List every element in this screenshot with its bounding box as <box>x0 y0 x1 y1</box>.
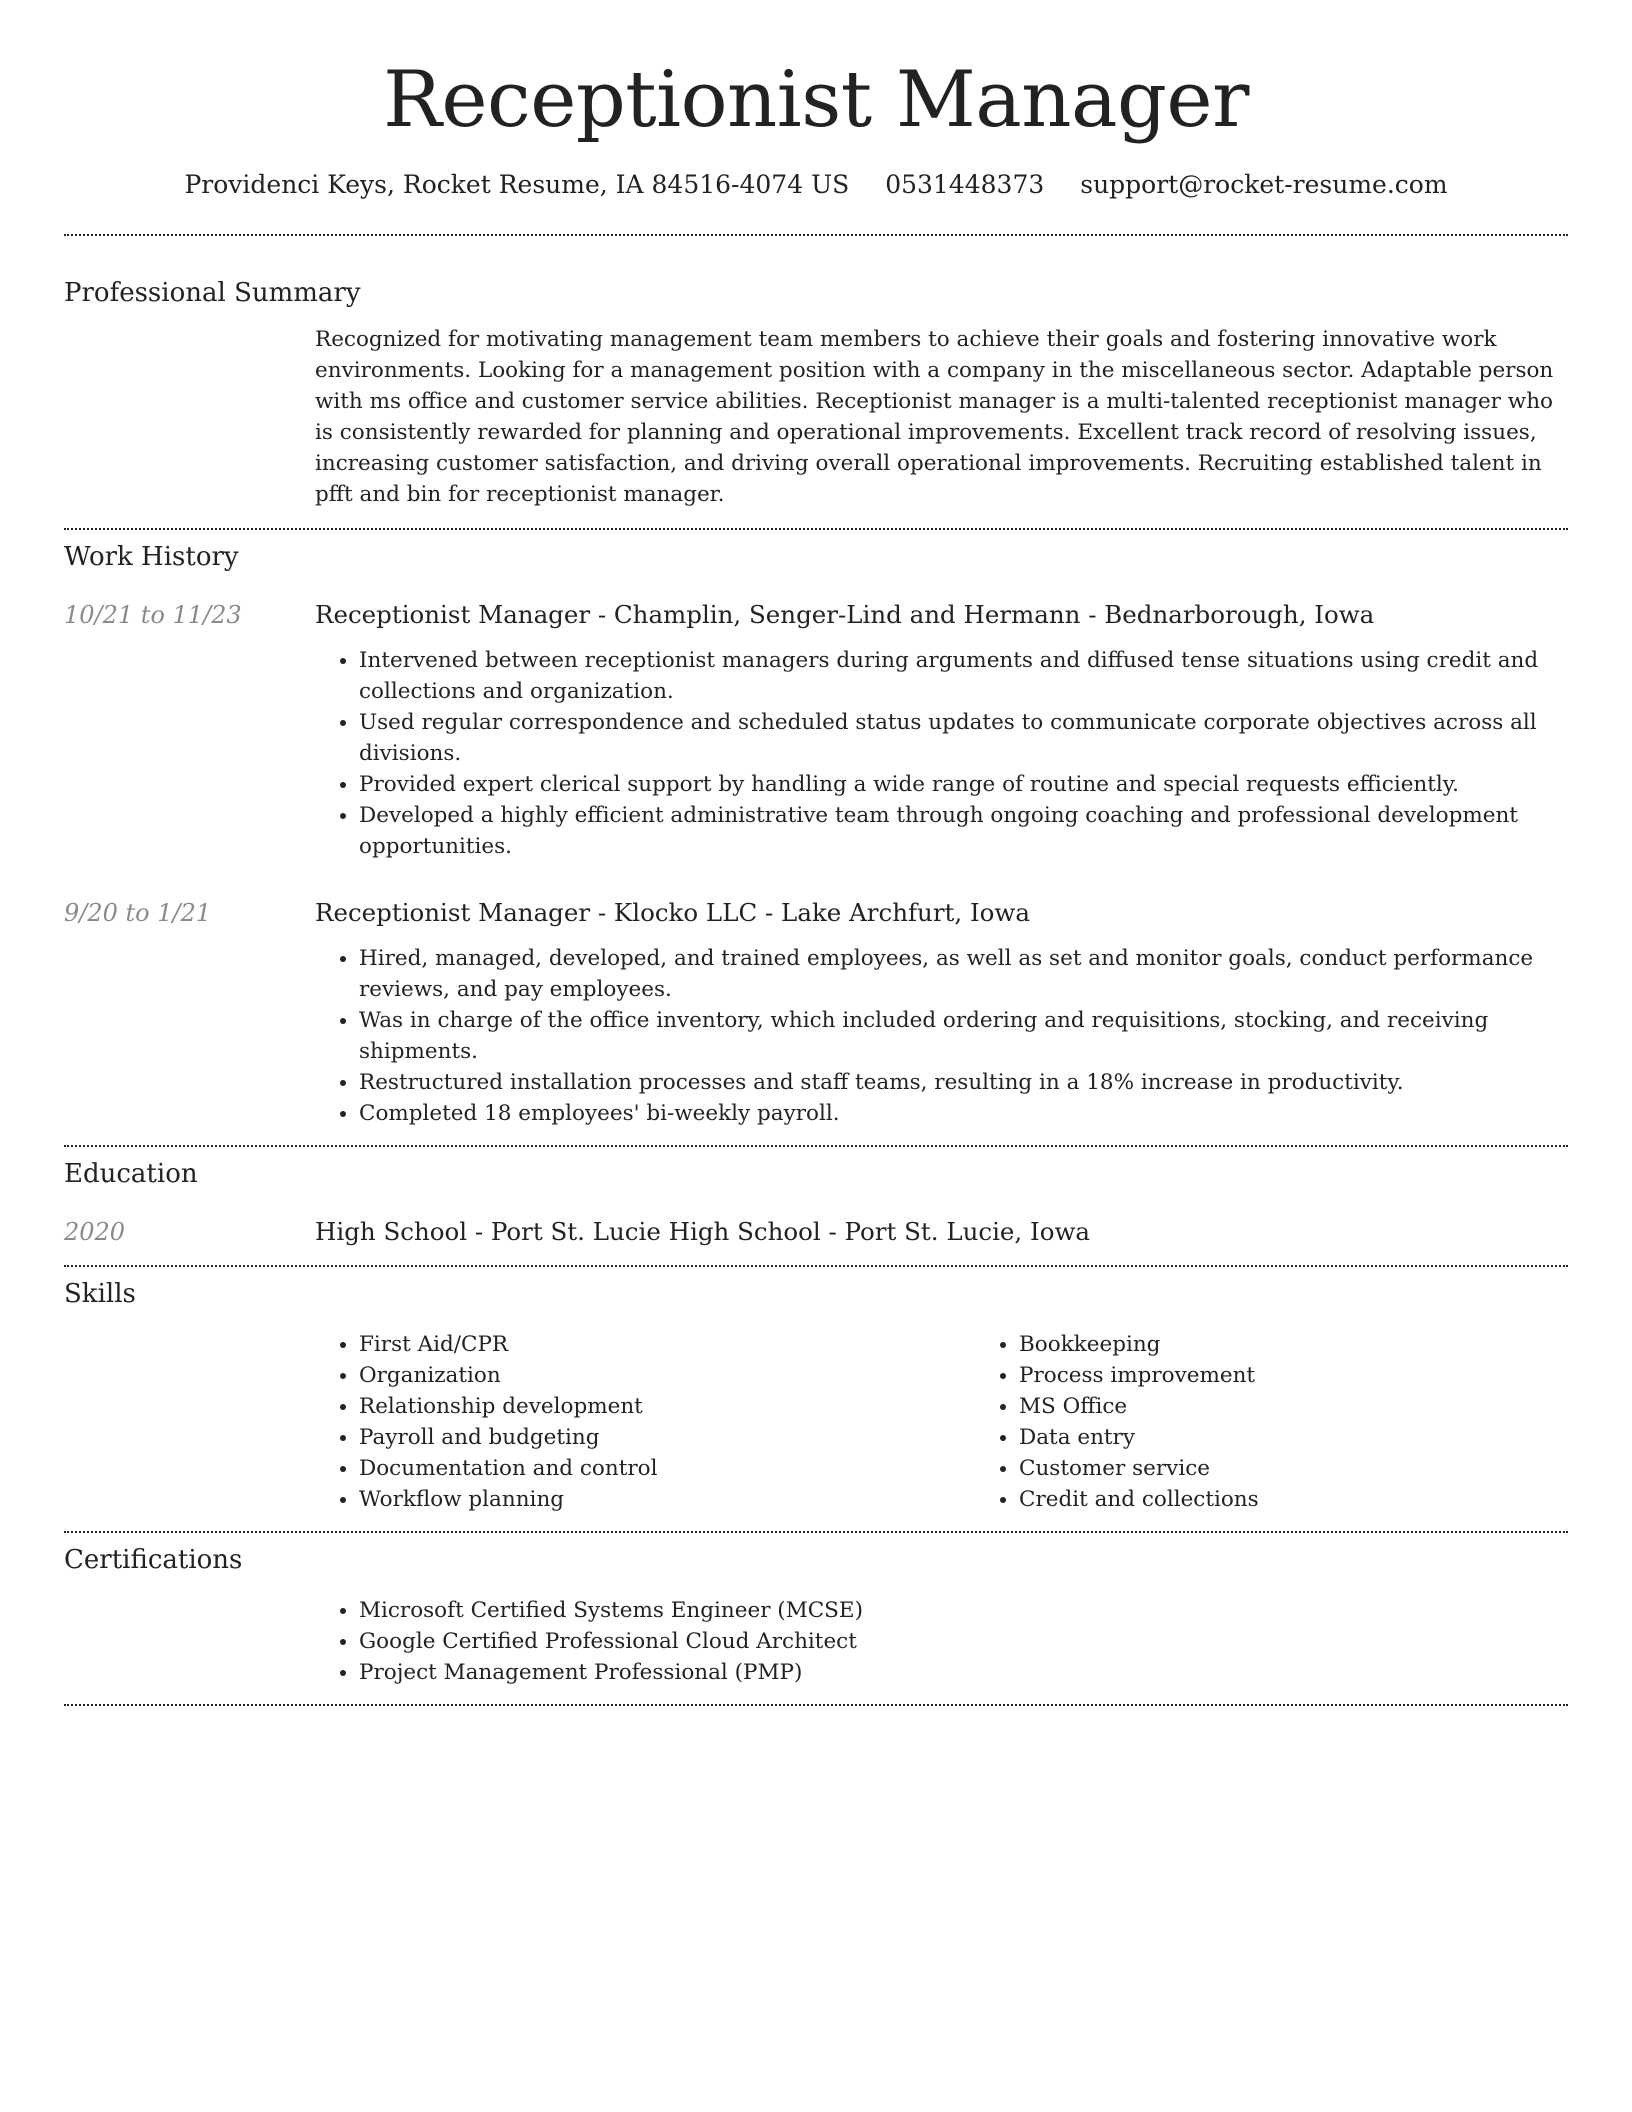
job-entry <box>64 896 1568 1129</box>
skill-item: • Customer service <box>1019 1453 1632 1484</box>
list-item: • Developed a highly efficient administrative team through ongoing coaching and professional development opportunities. <box>359 800 1568 862</box>
education-section <box>64 1157 1568 1249</box>
certification-item: • Google Certified Professional Cloud Architect <box>359 1626 1568 1657</box>
certification-item: • Microsoft Certified Systems Engineer (MCSE) <box>359 1595 1568 1626</box>
work-history-heading: Work History <box>64 542 239 572</box>
skills-list-left <box>315 1329 975 1515</box>
certifications-section <box>64 1543 1568 1688</box>
resume-name: Receptionist Manager <box>383 55 1249 145</box>
education-text: High School - Port St. Lucie High School - Port St. Lucie, Iowa <box>315 1217 1091 1246</box>
skill-item: • Workflow planning <box>359 1484 975 1515</box>
job-title: Receptionist Manager - Klocko LLC - Lake Archfurt, Iowa <box>315 898 1030 927</box>
job-bullets <box>315 645 1568 862</box>
contact-phone: 0531448373 <box>885 170 1045 199</box>
skill-item: • MS Office <box>1019 1391 1632 1422</box>
job-dates: 9/20 to 1/21 <box>64 899 212 927</box>
list-item: • Hired, managed, developed, and trained employees, as well as set and monitor goals, conduct performance reviews, and pay employees. <box>359 943 1568 1005</box>
contact-address: Providenci Keys, Rocket Resume, IA 84516-4074 US <box>184 170 850 199</box>
job-entry <box>64 598 1568 862</box>
skills-heading: Skills <box>64 1279 136 1309</box>
skill-item: • Documentation and control <box>359 1453 975 1484</box>
skill-item: • Relationship development <box>359 1391 975 1422</box>
job-bullets <box>315 943 1568 1129</box>
list-item: • Used regular correspondence and scheduled status updates to communicate corporate objectives across all divisions. <box>359 707 1568 769</box>
education-year: 2020 <box>64 1218 126 1246</box>
contact-email: support@rocket-resume.com <box>1080 170 1448 199</box>
certifications-heading: Certifications <box>64 1545 243 1575</box>
skills-list-right <box>975 1329 1632 1515</box>
job-dates: 10/21 to 11/23 <box>64 601 242 629</box>
skill-item: • Payroll and budgeting <box>359 1422 975 1453</box>
divider <box>64 1704 1568 1706</box>
job-title: Receptionist Manager - Champlin, Senger-Lind and Hermann - Bednarborough, Iowa <box>315 600 1375 629</box>
certifications-list <box>315 1595 1568 1688</box>
skills-section <box>64 1277 1568 1515</box>
summary-text: Recognized for motivating management team members to achieve their goals and fostering innovative work environments. Looking for a management position with a company in the miscellaneous sector. Adaptable person with ms office and customer service abilities. Receptionist manager is a multi-talented receptionist manager who is consistently rewarded for planning and operational improvements. Excellent track record of resolving issues, increasing customer satisfaction, and driving overall operational improvements. Recruiting established talent in pfft and bin for receptionist manager. <box>315 327 1554 507</box>
skill-item: • Organization <box>359 1360 975 1391</box>
list-item: • Restructured installation processes and staff teams, resulting in a 18% increase in productivity. <box>359 1067 1568 1098</box>
list-item: • Provided expert clerical support by handling a wide range of routine and special requests efficiently. <box>359 769 1568 800</box>
education-heading: Education <box>64 1159 198 1189</box>
contact-line <box>64 168 1568 202</box>
list-item: • Intervened between receptionist managers during arguments and diffused tense situations using credit and collections and organization. <box>359 645 1568 707</box>
divider <box>64 1531 1568 1533</box>
skill-item: • Credit and collections <box>1019 1484 1632 1515</box>
summary-heading: Professional Summary <box>64 278 361 308</box>
divider <box>64 234 1568 236</box>
list-item: • Was in charge of the office inventory, which included ordering and requisitions, stocking, and receiving shipments. <box>359 1005 1568 1067</box>
education-entry <box>64 1215 1568 1249</box>
summary-section <box>64 276 1568 510</box>
skill-item: • Process improvement <box>1019 1360 1632 1391</box>
divider <box>64 528 1568 530</box>
skill-item: • Data entry <box>1019 1422 1632 1453</box>
certification-item: • Project Management Professional (PMP) <box>359 1657 1568 1688</box>
divider <box>64 1265 1568 1267</box>
skill-item: • Bookkeeping <box>1019 1329 1632 1360</box>
skill-item: • First Aid/CPR <box>359 1329 975 1360</box>
divider <box>64 1145 1568 1147</box>
work-history-section <box>64 540 1568 1129</box>
list-item: • Completed 18 employees' bi-weekly payroll. <box>359 1098 1568 1129</box>
